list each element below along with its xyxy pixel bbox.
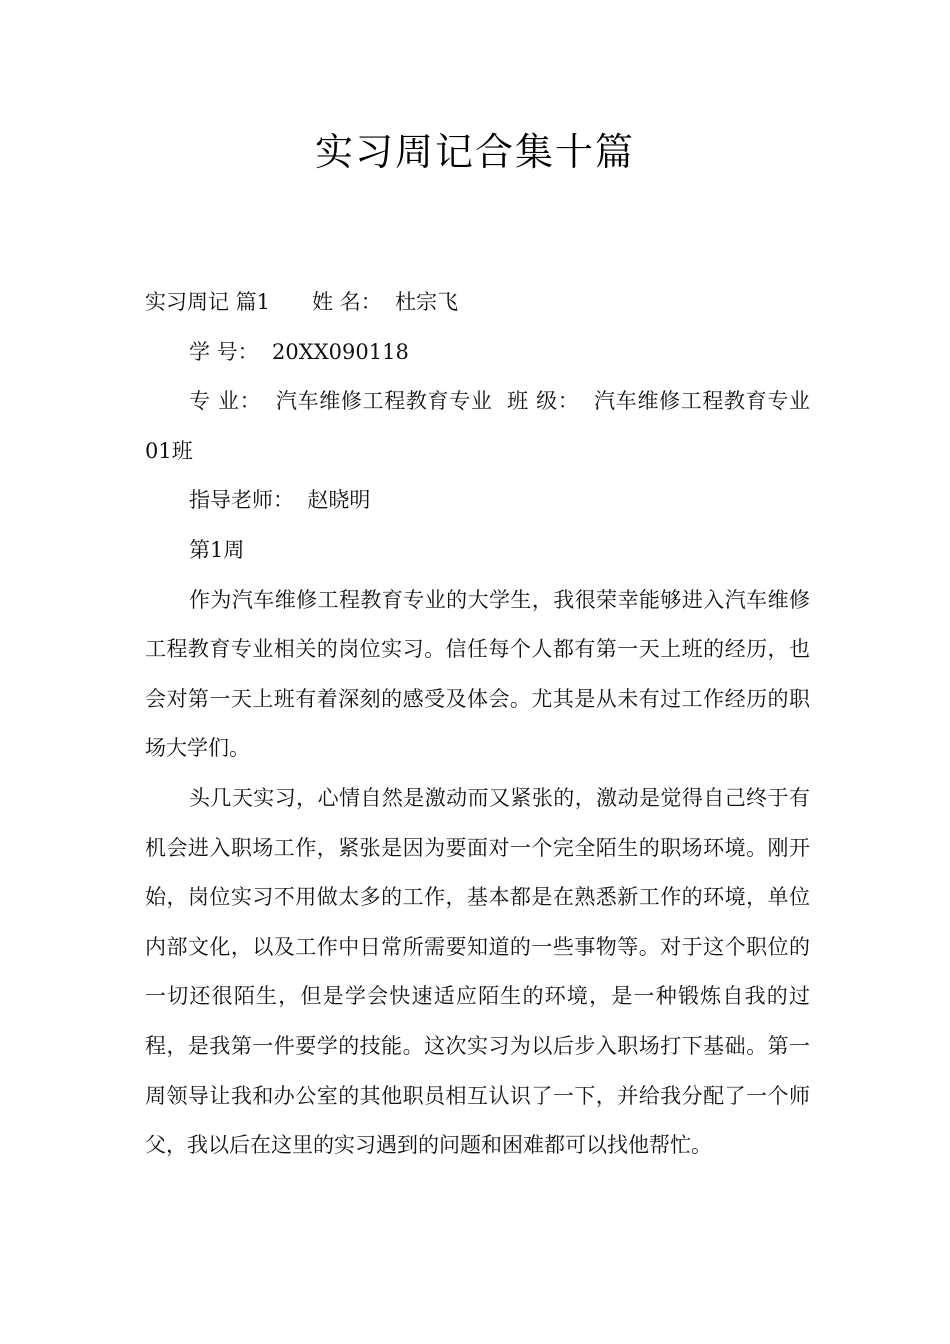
- week-heading: 第1周: [189, 537, 245, 562]
- advisor-line: [145, 476, 810, 526]
- header-line: [145, 278, 810, 328]
- document-body: [145, 278, 810, 1171]
- body-paragraph: 作为汽车维修工程教育专业的大学生，我很荣幸能够进入汽车维修工程教育专业相关的岗位实习。信任每个人都有第一天上班的经历，也会对第一天上班有着深刻的感受及体会。尤其是从未有过工作经历的职场大学们。: [145, 587, 810, 761]
- name-value: 杜宗飞: [395, 290, 459, 314]
- class-label: 班 级：: [507, 389, 580, 414]
- class-value: 汽车维修工程教育专业01班: [145, 389, 811, 463]
- major-line: [145, 377, 810, 476]
- advisor-value: 赵晓明: [307, 488, 371, 513]
- major-label: 专 业：: [189, 389, 262, 414]
- name-label: 姓 名：: [312, 290, 382, 314]
- journal-heading: 实习周记 篇1: [145, 290, 271, 314]
- major-value: 汽车维修工程教育专业: [275, 389, 493, 414]
- student-id-label: 学 号：: [189, 339, 259, 364]
- document-title: 实习周记合集十篇: [314, 130, 635, 174]
- student-id-line: [145, 328, 810, 378]
- student-id-value: 20XX090118: [272, 339, 409, 364]
- body-paragraph: 头几天实习，心情自然是激动而又紧张的，激动是觉得自己终于有机会进入职场工作，紧张是因为要面对一个完全陌生的职场环境。刚开始，岗位实习不用做太多的工作，基本都是在熟悉新工作的环境，单位内部文化，以及工作中日常所需要知道的一些事物等。对于这个职位的一切还很陌生，但是学会快速适应陌生的环境，是一种锻炼自我的过程，是我第一件要学的技能。这次实习为以后步入职场打下基础。第一周领导让我和办公室的其他职员相互认识了一下，并给我分配了一个师父，我以后在这里的实习遇到的问题和困难都可以找他帮忙。: [145, 785, 810, 1158]
- advisor-label: 指导老师：: [189, 488, 294, 513]
